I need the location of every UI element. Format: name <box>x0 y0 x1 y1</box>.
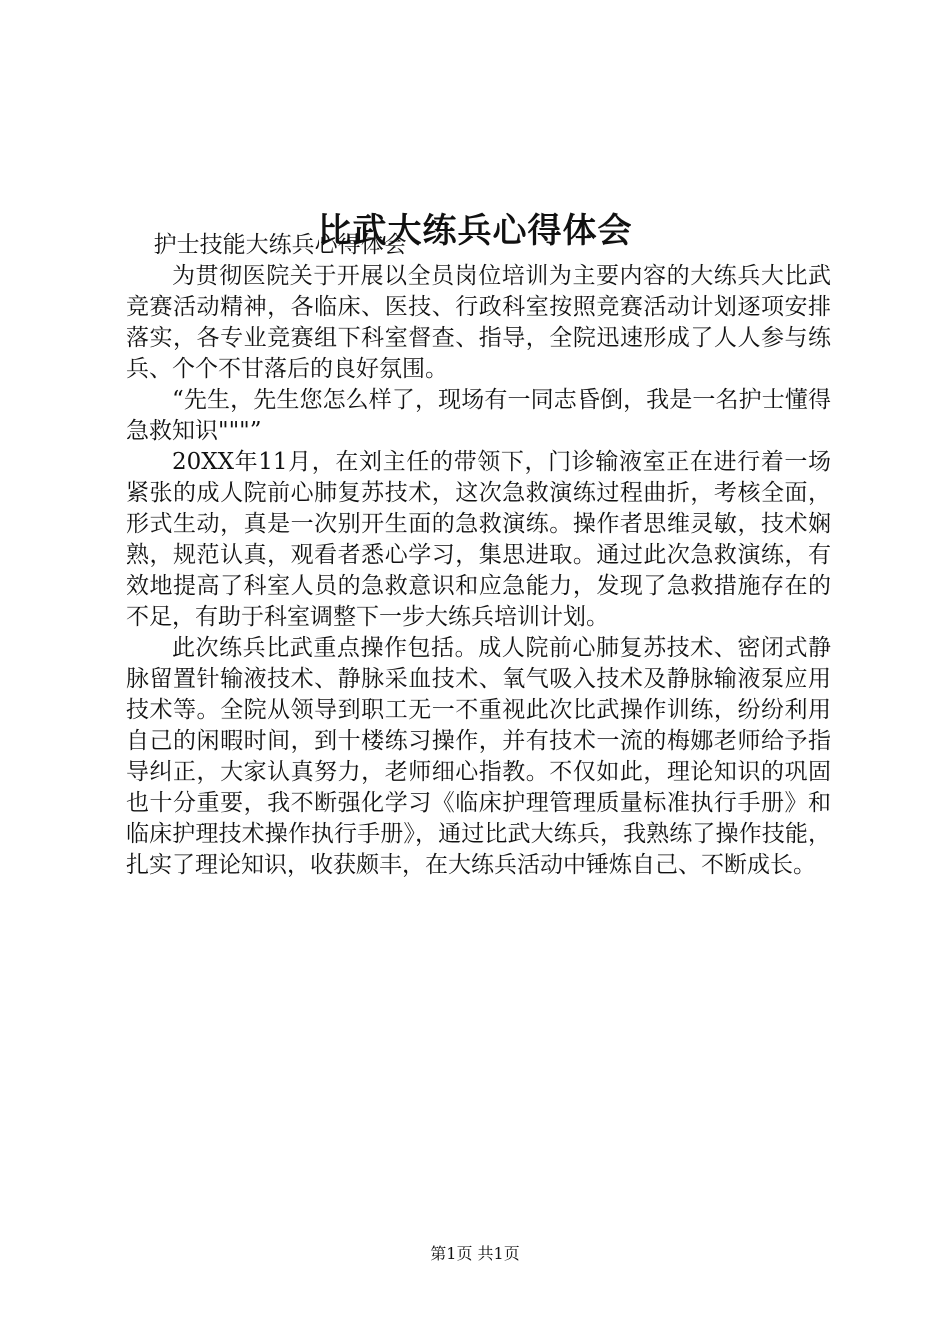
paragraph-quote: “先生，先生您怎么样了，现场有一同志昏倒，我是一名护士懂得急救知识"""” <box>126 387 831 444</box>
document-subtitle: 护士技能大练兵心得体会 <box>153 232 407 258</box>
document-title: 比武大练兵心得体会 <box>317 210 633 251</box>
paragraph-intro: 为贯彻医院关于开展以全员岗位培训为主要内容的大练兵大比武竞赛活动精神，各临床、医技、行政科室按照竞赛活动计划逐项安排落实，各专业竞赛组下科室督查、指导，全院迅速形成了人人参与练兵、个个不甘落后的良好氛围。 <box>126 263 831 382</box>
paragraph-drill: 20XX年11月，在刘主任的带领下，门诊输液室正在进行着一场紧张的成人院前心肺复苏技术，这次急救演练过程曲折，考核全面，形式生动，真是一次别开生面的急救演练。操作者思维灵敏，技术娴熟，规范认真，观看者悉心学习，集思进取。通过此次急救演练，有效地提高了科室人员的急救意识和应急能力，发现了急救措施存在的不足，有助于科室调整下一步大练兵培训计划。 <box>126 449 831 630</box>
paragraph-operations: 此次练兵比武重点操作包括。成人院前心肺复苏技术、密闭式静脉留置针输液技术、静脉采血技术、氧气吸入技术及静脉输液泵应用技术等。全院从领导到职工无一不重视此次比武操作训练，纷纷利用自己的闲暇时间，到十楼练习操作，并有技术一流的梅娜老师给予指导纠正，大家认真努力，老师细心指教。不仅如此，理论知识的巩固也十分重要，我不断强化学习《临床护理管理质量标准执行手册》和临床护理技术操作执行手册》，通过比武大练兵，我熟练了操作技能，扎实了理论知识，收获颇丰，在大练兵活动中锤炼自己、不断成长。 <box>126 635 831 878</box>
page-footer: 第1页 共1页 <box>430 1244 520 1263</box>
document-body <box>126 230 831 881</box>
